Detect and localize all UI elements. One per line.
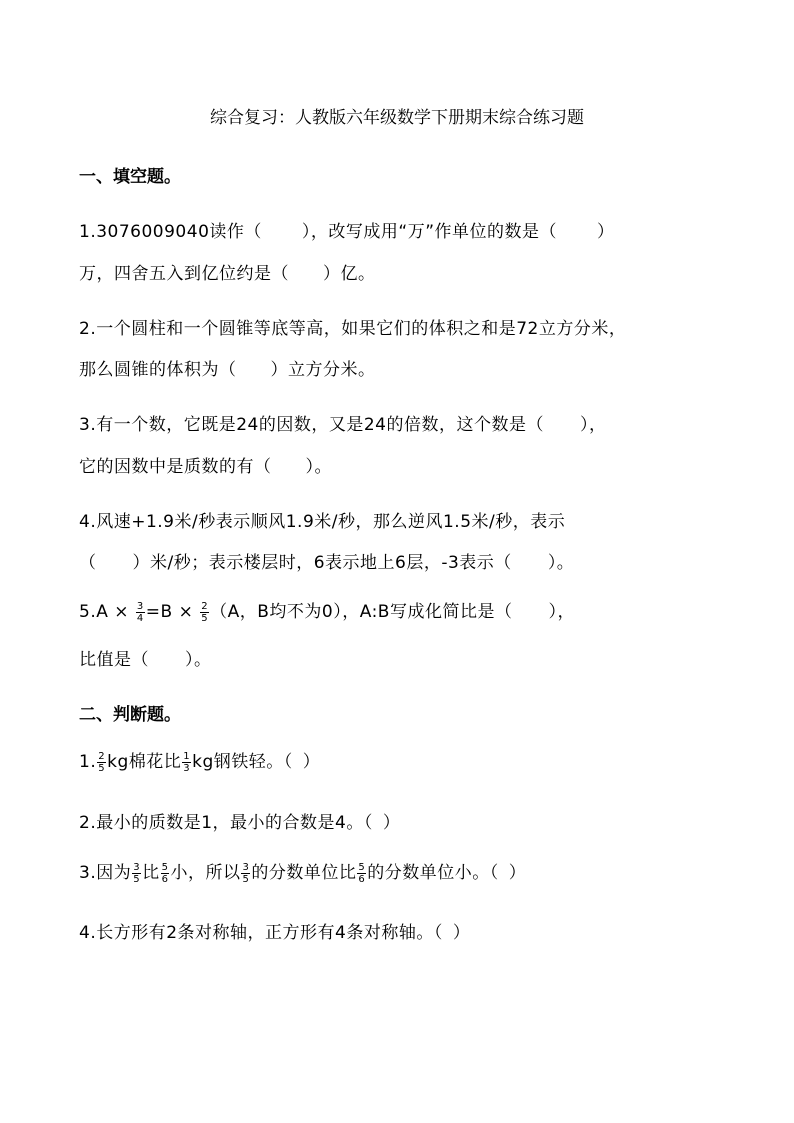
- question-5-line-1: 5.A × $\frac{3}{4}$ =B × $\frac{2}{5}$ （A，B均不为0），A:B写成化简比是（ ），: [79, 600, 575, 624]
- question-4-line-2: （ ）米/秒；表示楼层时，6表示地上6层，-3表示（ ）。: [79, 553, 575, 573]
- fraction: $\frac{3}{5}$: [133, 861, 141, 885]
- question-3-line-1: 3.有一个数，它既是24的因数，又是24的倍数，这个数是（ ），: [79, 415, 607, 435]
- question-2-line-1: 2.一个圆柱和一个圆锥等底等高，如果它们的体积之和是72立方分米，: [79, 319, 627, 339]
- question-3-line-2: 它的因数中是质数的有（ ）。: [79, 457, 332, 477]
- page-title: 综合复习：人教版六年级数学下册期末综合练习题: [210, 108, 584, 128]
- fraction: $\frac{1}{3}$: [183, 750, 191, 774]
- fraction: $\frac{3}{4}$: [136, 600, 144, 624]
- question-1-line-2: 万，四舍五入到亿位约是（ ）亿。: [79, 264, 376, 284]
- judgment-3: 3.因为 $\frac{3}{5}$ 比 $\frac{5}{6}$ 小，所以 $\frac{3}{5}$ 的分数单位比 $\frac{5}{6}$ 的分数单位小。（ ）: [79, 861, 527, 885]
- fraction: $\frac{3}{5}$: [242, 861, 250, 885]
- question-5-line-2: 比值是（ ）。: [79, 650, 212, 670]
- question-4-line-1: 4.风速+1.9米/秒表示顺风1.9米/秒，那么逆风1.5米/秒，表示: [79, 512, 566, 532]
- fraction: $\frac{5}{6}$: [161, 861, 169, 885]
- section-heading-fill-blank: 一、填空题。: [79, 167, 181, 187]
- fraction: $\frac{2}{5}$: [201, 600, 209, 624]
- judgment-4: 4.长方形有2条对称轴，正方形有4条对称轴。（ ）: [79, 923, 471, 943]
- judgment-2: 2.最小的质数是1，最小的合数是4。（ ）: [79, 813, 401, 833]
- question-2-line-2: 那么圆锥的体积为（ ）立方分米。: [79, 360, 376, 380]
- section-heading-true-false: 二、判断题。: [79, 705, 181, 725]
- fraction: $\frac{5}{6}$: [358, 861, 366, 885]
- judgment-1: 1. $\frac{2}{5}$ kg棉花比 $\frac{1}{3}$ kg钢铁轻。（ ）: [79, 750, 321, 774]
- question-1-line-1: 1.3076009040读作（ ），改写成用“万”作单位的数是（ ）: [79, 222, 615, 242]
- fraction: $\frac{2}{5}$: [98, 750, 106, 774]
